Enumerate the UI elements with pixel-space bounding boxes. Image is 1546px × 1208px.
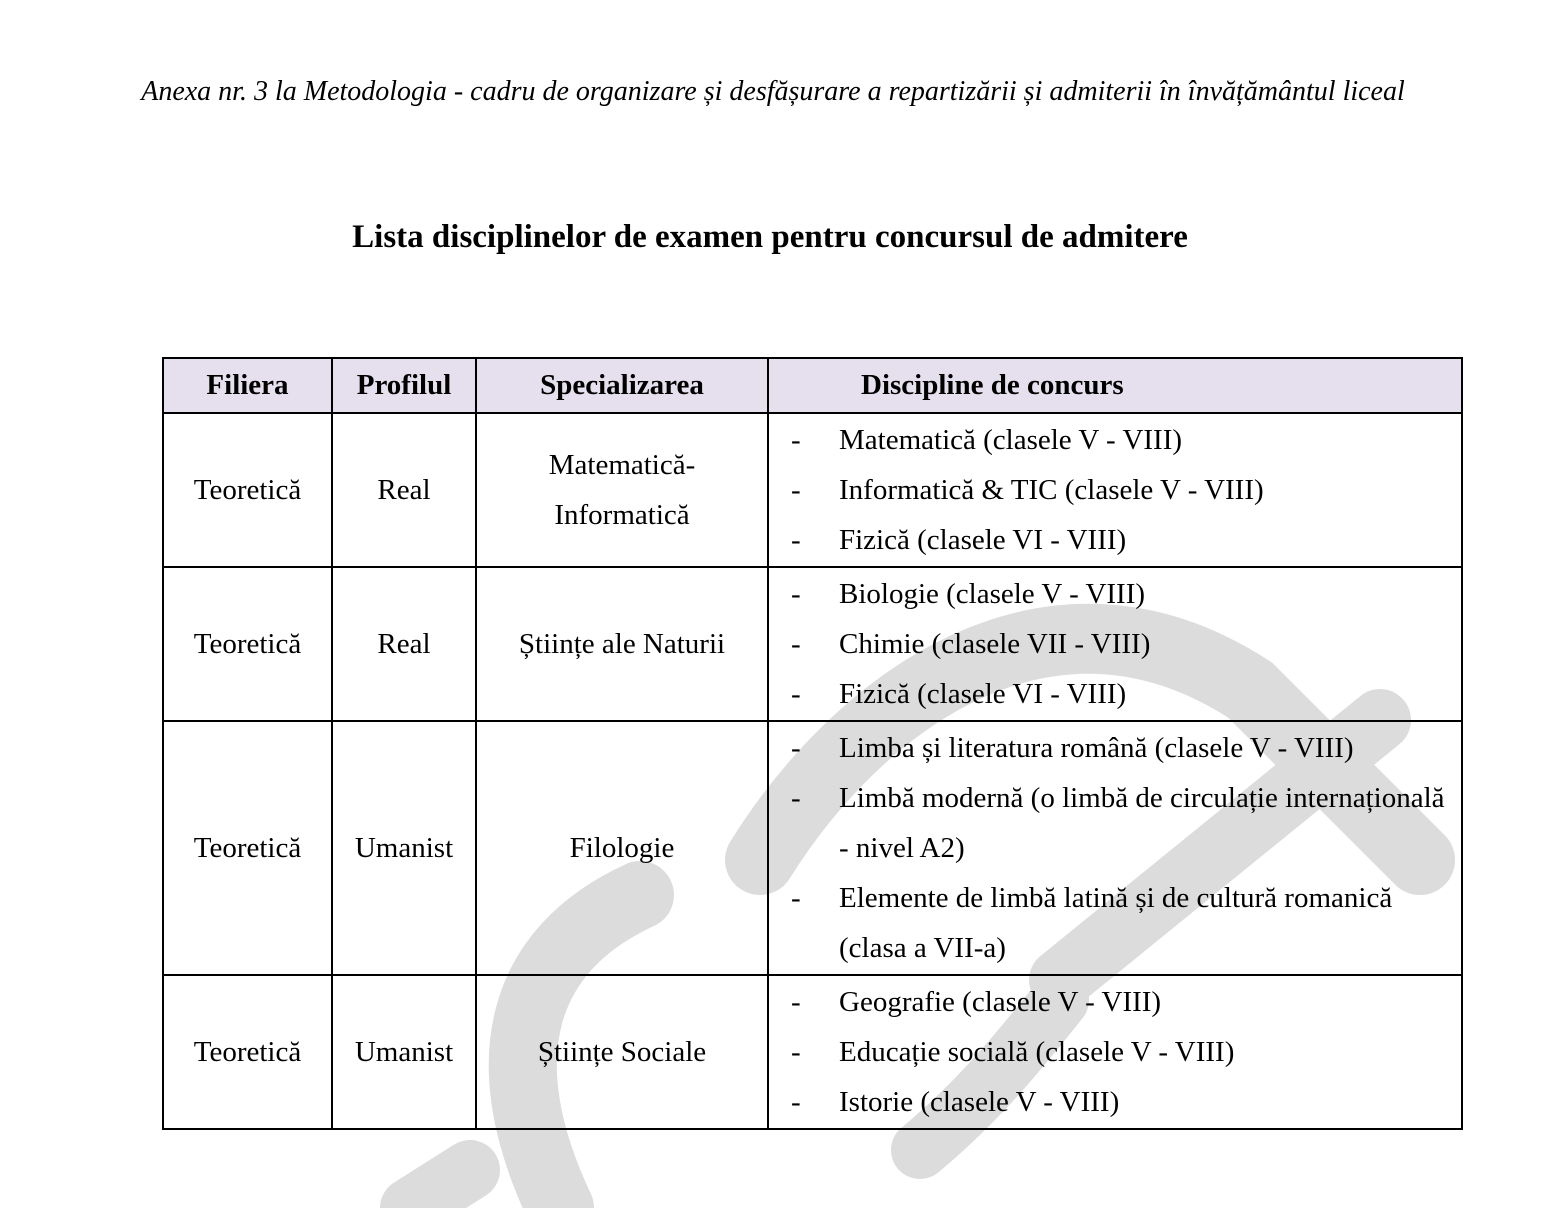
cell-specializarea: Științe Sociale <box>476 975 768 1129</box>
discipline-item: - Educație socială (clasele V - VIII) <box>769 1027 1461 1077</box>
table-header-row <box>163 358 1462 413</box>
cell-filiera: Teoretică <box>163 413 332 567</box>
cell-specializarea: Filologie <box>476 721 768 975</box>
discipline-list <box>769 569 1461 719</box>
cell-filiera: Teoretică <box>163 975 332 1129</box>
discipline-list <box>769 723 1461 973</box>
exam-disciplines-table <box>162 357 1463 1130</box>
discipline-item: - Matematică (clasele V - VIII) <box>769 415 1461 465</box>
table-row <box>163 413 1462 567</box>
cell-discipline <box>768 413 1462 567</box>
document-title: Lista disciplinelor de examen pentru concursul de admitere <box>352 219 1188 255</box>
cell-profilul: Umanist <box>332 721 476 975</box>
header-specializarea: Specializarea <box>476 358 768 413</box>
discipline-list <box>769 415 1461 565</box>
cell-specializarea: Științe ale Naturii <box>476 567 768 721</box>
cell-filiera: Teoretică <box>163 721 332 975</box>
specializarea-text: Matematică- Informatică <box>548 449 696 531</box>
discipline-list <box>769 977 1461 1127</box>
cell-profilul: Real <box>332 413 476 567</box>
cell-discipline <box>768 975 1462 1129</box>
discipline-item: - Chimie (clasele VII - VIII) <box>769 619 1461 669</box>
cell-discipline <box>768 567 1462 721</box>
discipline-item: - Istorie (clasele V - VIII) <box>769 1077 1461 1127</box>
discipline-item: - Geografie (clasele V - VIII) <box>769 977 1461 1027</box>
header-discipline: Discipline de concurs <box>768 358 1462 413</box>
cell-specializarea <box>476 413 768 567</box>
discipline-item: - Limbă modernă (o limbă de circulație internațională - nivel A2) <box>769 773 1461 873</box>
discipline-item: - Fizică (clasele VI - VIII) <box>769 669 1461 719</box>
header-profilul: Profilul <box>332 358 476 413</box>
header-filiera: Filiera <box>163 358 332 413</box>
discipline-item: - Limba și literatura română (clasele V - VIII) <box>769 723 1461 773</box>
table-row <box>163 975 1462 1129</box>
discipline-item: - Informatică & TIC (clasele V - VIII) <box>769 465 1461 515</box>
table-row <box>163 567 1462 721</box>
cell-discipline <box>768 721 1462 975</box>
cell-profilul: Umanist <box>332 975 476 1129</box>
discipline-item: - Biologie (clasele V - VIII) <box>769 569 1461 619</box>
cell-filiera: Teoretică <box>163 567 332 721</box>
watermark-diagonal-stroke <box>410 1170 470 1208</box>
discipline-item: - Fizică (clasele VI - VIII) <box>769 515 1461 565</box>
annex-header: Anexa nr. 3 la Metodologia - cadru de organizare și desfășurare a repartizării și admiterii în învățământul liceal <box>141 76 1405 107</box>
cell-profilul: Real <box>332 567 476 721</box>
table-row <box>163 721 1462 975</box>
discipline-item: - Elemente de limbă latină și de cultură romanică (clasa a VII-a) <box>769 873 1461 973</box>
